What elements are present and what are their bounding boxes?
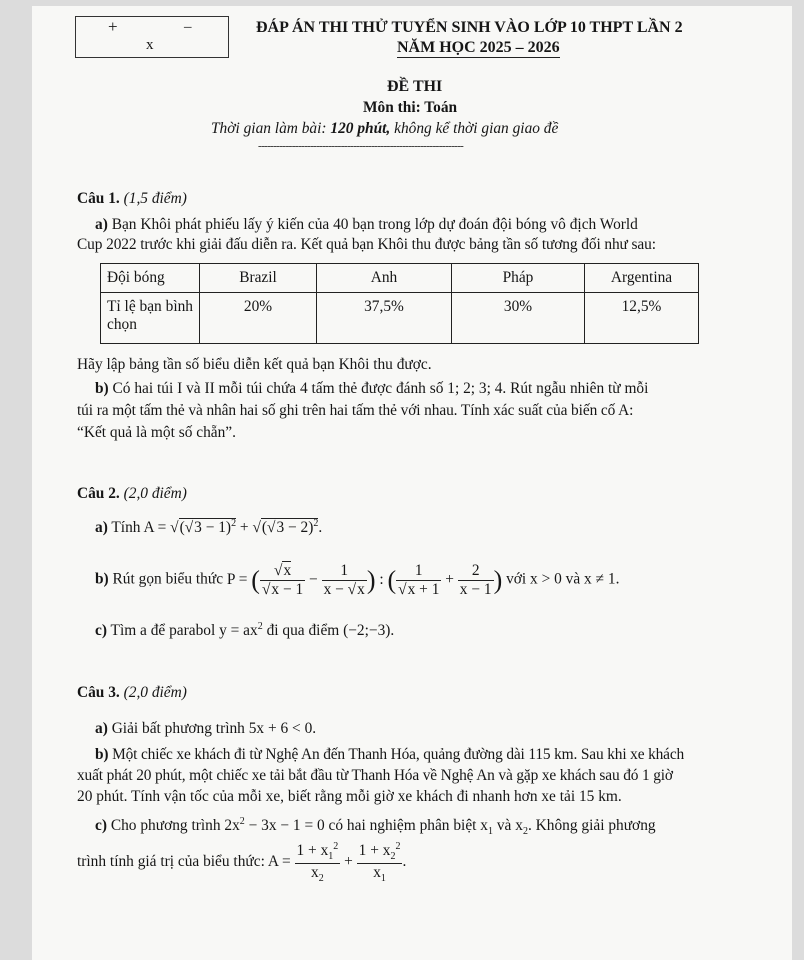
q2b: b) Rút gọn biểu thức P = ( $\frac{√x}{√x - 1}$ − $\frac{1}{x - √x}$ ) : ( $\frac{1}{√x + 1}$ + $\frac{2}{x - 1}$ ) với x > 0 và x ≠ 1. bbox=[95, 562, 620, 598]
mark-plus: + bbox=[108, 17, 118, 36]
q1b-line-3: “Kết quả là một số chẵn”. bbox=[77, 424, 236, 441]
divider: ------------------------------------------------------------------- bbox=[258, 140, 464, 152]
q3a: a) Giải bất phương trình 5x + 6 < 0. bbox=[95, 720, 317, 737]
q3b-line-3: 20 phút. Tính vận tốc của mỗi xe, biết rằng mỗi giờ xe khách đi nhanh hơn xe tải 15 km. bbox=[77, 788, 622, 805]
table-cell: 30% bbox=[452, 293, 585, 344]
q3b-line-1: b) Một chiếc xe khách đi từ Nghệ An đến Thanh Hóa, quảng đường dài 115 km. Sau khi xe khách bbox=[95, 746, 685, 763]
table-cell: Argentina bbox=[585, 264, 699, 293]
title-line-2: NĂM HỌC 2025 – 2026 bbox=[397, 39, 560, 56]
q2b-formula: P = ( $\frac{√x}{√x - 1}$ − $\frac{1}{x - √x}$ ) : ( $\frac{1}{√x + 1}$ + $\frac{2}{x - 1}$ ) bbox=[226, 562, 503, 598]
q1b-line-2: túi ra một tấm thẻ và nhân hai số ghi trên hai tấm thẻ với nhau. Tính xác suất của biến cố A: bbox=[77, 402, 634, 419]
q3b-line-2: xuất phát 20 phút, một chiếc xe tải bắt đầu từ Thanh Hóa về Nghệ An và gặp xe khách sau đó 1 giờ bbox=[77, 767, 673, 784]
q2a-formula: $A = √(√3 - 1)^2 + √(√3 - 2)^2$. bbox=[143, 518, 323, 537]
q3c-line-2: trình tính giá trị của biểu thức: A = $\frac{1 + x_1^2}{x_2}$ + $\frac{1 + x_2^2}{x_1}$ . bbox=[77, 841, 407, 884]
table-row bbox=[101, 293, 699, 344]
q2-heading: Câu 2. (2,0 điểm) bbox=[77, 485, 187, 502]
q1-heading: Câu 1. (1,5 điểm) bbox=[77, 190, 187, 207]
table-header-row bbox=[101, 264, 699, 293]
table-cell: Pháp bbox=[452, 264, 585, 293]
q2c-formula: $y = ax^2$ bbox=[219, 621, 263, 640]
mark-x: x bbox=[146, 37, 154, 53]
table-cell: 20% bbox=[200, 293, 317, 344]
q1a-line-1: a) Bạn Khôi phát phiếu lấy ý kiến của 40 bạn trong lớp dự đoán đội bóng vô địch World bbox=[95, 216, 638, 233]
table-cell: 12,5% bbox=[585, 293, 699, 344]
table-cell: Đội bóng bbox=[101, 264, 200, 293]
table-cell: Brazil bbox=[200, 264, 317, 293]
mark-minus: – bbox=[184, 19, 192, 35]
q3c-formula: A = $\frac{1 + x_1^2}{x_2}$ + $\frac{1 + x_2^2}{x_1}$ . bbox=[267, 841, 407, 884]
frequency-table bbox=[100, 263, 699, 344]
title-line-1: ĐÁP ÁN THI THỬ TUYỂN SINH VÀO LỚP 10 THPT LẦN 2 bbox=[256, 19, 683, 36]
subject: Môn thi: Toán bbox=[363, 99, 458, 116]
q2a: a) Tính $A = √(√3 - 1)^2 + √(√3 - 2)^2$. bbox=[95, 518, 323, 537]
q1b-line-1: b) Có hai túi I và II mỗi túi chứa 4 tấm thẻ được đánh số 1; 2; 3; 4. Rút ngẫu nhiên từ mỗi bbox=[95, 380, 649, 397]
score-box bbox=[75, 16, 229, 58]
table-cell: Tỉ lệ bạn bình chọn bbox=[101, 293, 200, 344]
q1a-line-2: Cup 2022 trước khi giải đấu diễn ra. Kết quả bạn Khôi thu được bảng tần số tương đối như sau: bbox=[77, 236, 656, 253]
q3-heading: Câu 3. (2,0 điểm) bbox=[77, 684, 187, 701]
q2c: c) Tìm a để parabol $y = ax^2$ đi qua điểm (−2;−3). bbox=[95, 621, 395, 640]
exam-label: ĐỀ THI bbox=[387, 78, 443, 95]
q3c-line-1: c) Cho phương trình $2x^2 - 3x - 1 = 0$ có hai nghiệm phân biệt $x_1$ và $x_2$. Không giải phương bbox=[95, 816, 656, 838]
table-cell: 37,5% bbox=[317, 293, 452, 344]
q3c-equation: $2x^2 - 3x - 1 = 0$ bbox=[224, 816, 325, 835]
table-cell: Anh bbox=[317, 264, 452, 293]
time-info: Thời gian làm bài: 120 phút, không kể thời gian giao đề bbox=[211, 120, 559, 137]
q1a-line-3: Hãy lập bảng tần số biểu diễn kết quả bạn Khôi thu được. bbox=[77, 356, 432, 373]
